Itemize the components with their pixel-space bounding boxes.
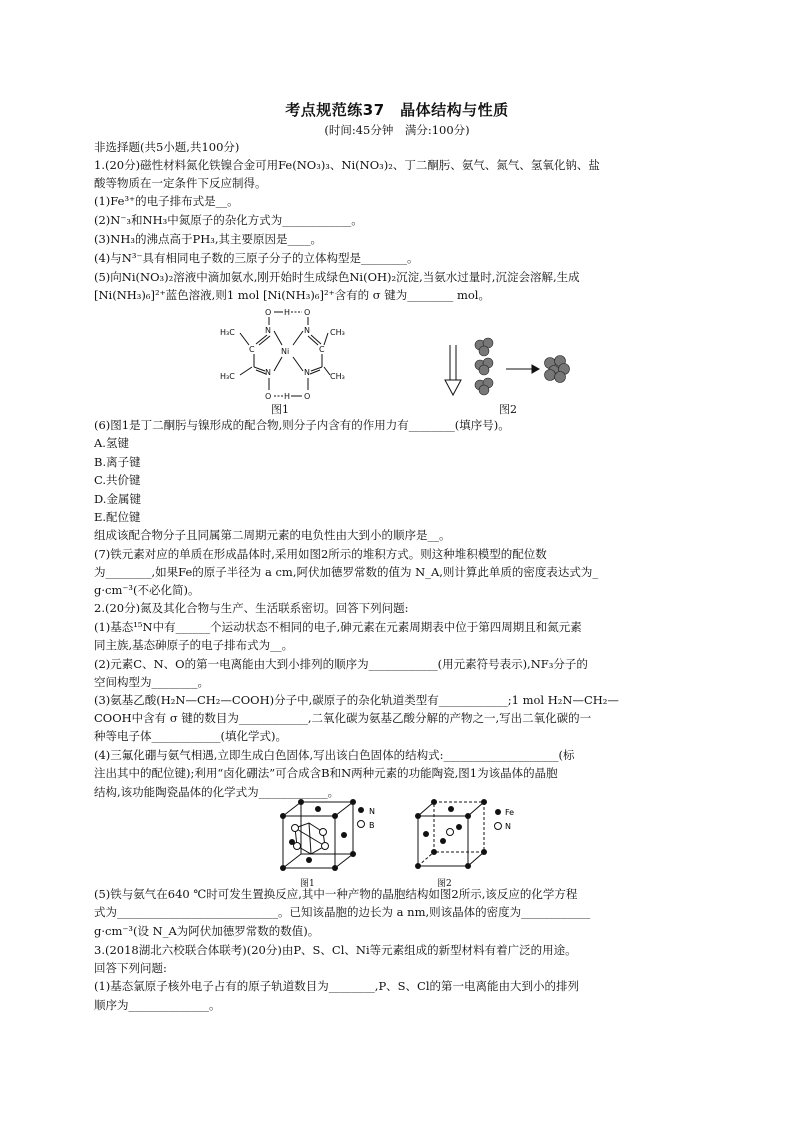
legend-b-label: B <box>369 821 375 830</box>
legend-n-icon <box>495 823 502 830</box>
text-line: B.离子键 <box>94 455 141 469</box>
legend-n-label: N <box>505 822 511 831</box>
text-line: (4)与N³⁻具有相同电子数的三原子分子的立体构型是________。 <box>94 251 419 265</box>
sphere-layer-icon <box>475 338 493 395</box>
text-line: 式为____________________________。已知该晶胞的边长为 a nm,则该晶体的密度为____________ <box>94 905 591 919</box>
atom-n: N <box>304 368 310 377</box>
text-line: COOH中含有 σ 键的数目为____________,二氧化碳为氨基乙酸分解的产物之一,写出二氧化碳的一 <box>94 711 592 725</box>
atom-n: N <box>265 368 271 377</box>
text-line: A.氢键 <box>94 436 129 450</box>
text-line: 3.(2018湖北六校联合体联考)(20分)由P、S、Cl、Ni等元素组成的新型材料有着广泛的用途。 <box>94 943 577 957</box>
text-line: C.共价键 <box>94 473 141 487</box>
atom-c: C <box>249 345 255 354</box>
legend-n-label: N <box>369 807 375 816</box>
q1-figure1-caption: 图1 <box>271 403 289 416</box>
text-line: (3)NH₃的沸点高于PH₃,其主要原因是____。 <box>94 232 323 246</box>
n-atom-icon <box>447 829 454 836</box>
text-line: 非选择题(共5小题,共100分) <box>94 140 240 154</box>
atom-c: C <box>319 345 325 354</box>
atom-o: O <box>265 308 272 317</box>
text-line: (1)基态氯原子核外电子占有的原子轨道数目为________,P、S、Cl的第一电离能由大到小的排列 <box>94 979 580 993</box>
text-line: 种等电子体____________(填化学式)。 <box>94 729 287 743</box>
text-line: (7)铁元素对应的单质在形成晶体时,采用如图2所示的堆积方式。则这种堆积模型的配位数 <box>94 547 547 561</box>
atom-n: N <box>304 326 310 335</box>
legend-b-icon <box>358 821 365 828</box>
q2-figure1-caption: 图1 <box>300 879 315 889</box>
page-title: 考点规范练37 晶体结构与性质 <box>285 101 509 119</box>
text-line: 注出其中的配位键);利用“卤化硼法”可合成含B和N两种元素的功能陶瓷,图1为该晶体的晶胞 <box>94 766 558 780</box>
legend-fe-icon <box>495 809 501 815</box>
text-line: g·cm⁻³(设 N_A为阿伏加德罗常数的数值)。 <box>94 924 320 938</box>
q1-figure2-caption: 图2 <box>499 403 517 416</box>
atom-n: N <box>265 326 271 335</box>
atom-h: H <box>284 392 291 401</box>
text-line: 结构,该功能陶瓷晶体的化学式为____________。 <box>94 785 340 799</box>
text-line: (5)向Ni(NO₃)₂溶液中滴加氨水,刚开始时生成绿色Ni(OH)₂沉淀,当氨水过量时,沉淀会溶解,生成 <box>94 270 580 284</box>
text-line: E.配位键 <box>94 510 141 524</box>
text-line: 为________,如果Fe的原子半径为 a cm,阿伏加德罗常数的值为 N_A,则计算此单质的密度表达式为_ <box>94 565 599 579</box>
legend-n-icon <box>358 807 364 813</box>
text-line: 2.(20分)氮及其化合物与生产、生活联系密切。回答下列问题: <box>94 601 409 615</box>
text-line: (1)Fe³⁺的电子排布式是__。 <box>94 194 239 208</box>
text-line: (4)三氟化硼与氨气相遇,立即生成白色固体,写出该白色固体的结构式:____________________(标 <box>94 748 575 762</box>
methyl-label: H₃C <box>220 328 235 337</box>
q1-figure1-complex <box>218 305 368 405</box>
right-arrow-icon <box>506 365 539 373</box>
packed-spheres-icon <box>545 356 570 383</box>
atom-o: O <box>304 308 311 317</box>
atom-o: O <box>304 392 311 401</box>
page-subtitle: (时间:45分钟 满分:100分) <box>324 123 470 137</box>
text-line: 同主族,基态砷原子的电子排布式为__。 <box>94 638 294 652</box>
down-arrow-icon <box>445 345 461 395</box>
text-line: 回答下列问题: <box>94 961 167 975</box>
q2-figure2-fen-cell <box>408 798 523 876</box>
text-line: (1)基态¹⁵N中有______个运动状态不相同的电子,砷元素在元素周期表中位于第四周期且和氮元素 <box>94 620 582 634</box>
text-line: (5)铁与氨气在640 ℃时可发生置换反应,其中一种产物的晶胞结构如图2所示,该反应的化学方程 <box>94 887 578 901</box>
q1-figure2-stacking <box>440 335 580 400</box>
text-line: 酸等物质在一定条件下反应制得。 <box>94 176 267 190</box>
text-line: 组成该配合物分子且同属第二周期元素的电负性由大到小的顺序是__。 <box>94 528 451 542</box>
atom-h: H <box>284 308 291 317</box>
methyl-label: H₃C <box>220 372 235 381</box>
q2-figure2-caption: 图2 <box>437 879 452 889</box>
q2-figure1-bn-cell <box>275 798 395 876</box>
text-line: 空间构型为________。 <box>94 675 209 689</box>
text-line: (2)元素C、N、O的第一电离能由大到小排列的顺序为____________(用元素符号表示),NF₃分子的 <box>94 657 588 671</box>
text-line: (2)N⁻₃和NH₃中氮原子的杂化方式为____________。 <box>94 213 363 227</box>
methyl-label: CH₃ <box>330 328 345 337</box>
methyl-label: CH₃ <box>330 372 345 381</box>
text-line: D.金属键 <box>94 492 141 506</box>
text-line: (3)氨基乙酸(H₂N—CH₂—COOH)分子中,碳原子的杂化轨道类型有____________;1 mol H₂N—CH₂— <box>94 693 619 707</box>
text-line: g·cm⁻³(不必化简)。 <box>94 583 200 597</box>
atom-o: O <box>265 392 272 401</box>
atom-ni: Ni <box>281 347 290 356</box>
text-line: 顺序为______________。 <box>94 998 221 1012</box>
text-line: (6)图1是丁二酮肟与镍形成的配合物,则分子内含有的作用力有________(填序号)。 <box>94 418 510 432</box>
legend-fe-label: Fe <box>505 808 515 817</box>
text-line: [Ni(NH₃)₆]²⁺蓝色溶液,则1 mol [Ni(NH₃)₆]²⁺含有的 σ 键为________ mol。 <box>94 288 490 302</box>
text-line: 1.(20分)磁性材料氮化铁镍合金可用Fe(NO₃)₃、Ni(NO₃)₂、丁二酮肟、氨气、氮气、氢氧化钠、盐 <box>94 158 600 172</box>
